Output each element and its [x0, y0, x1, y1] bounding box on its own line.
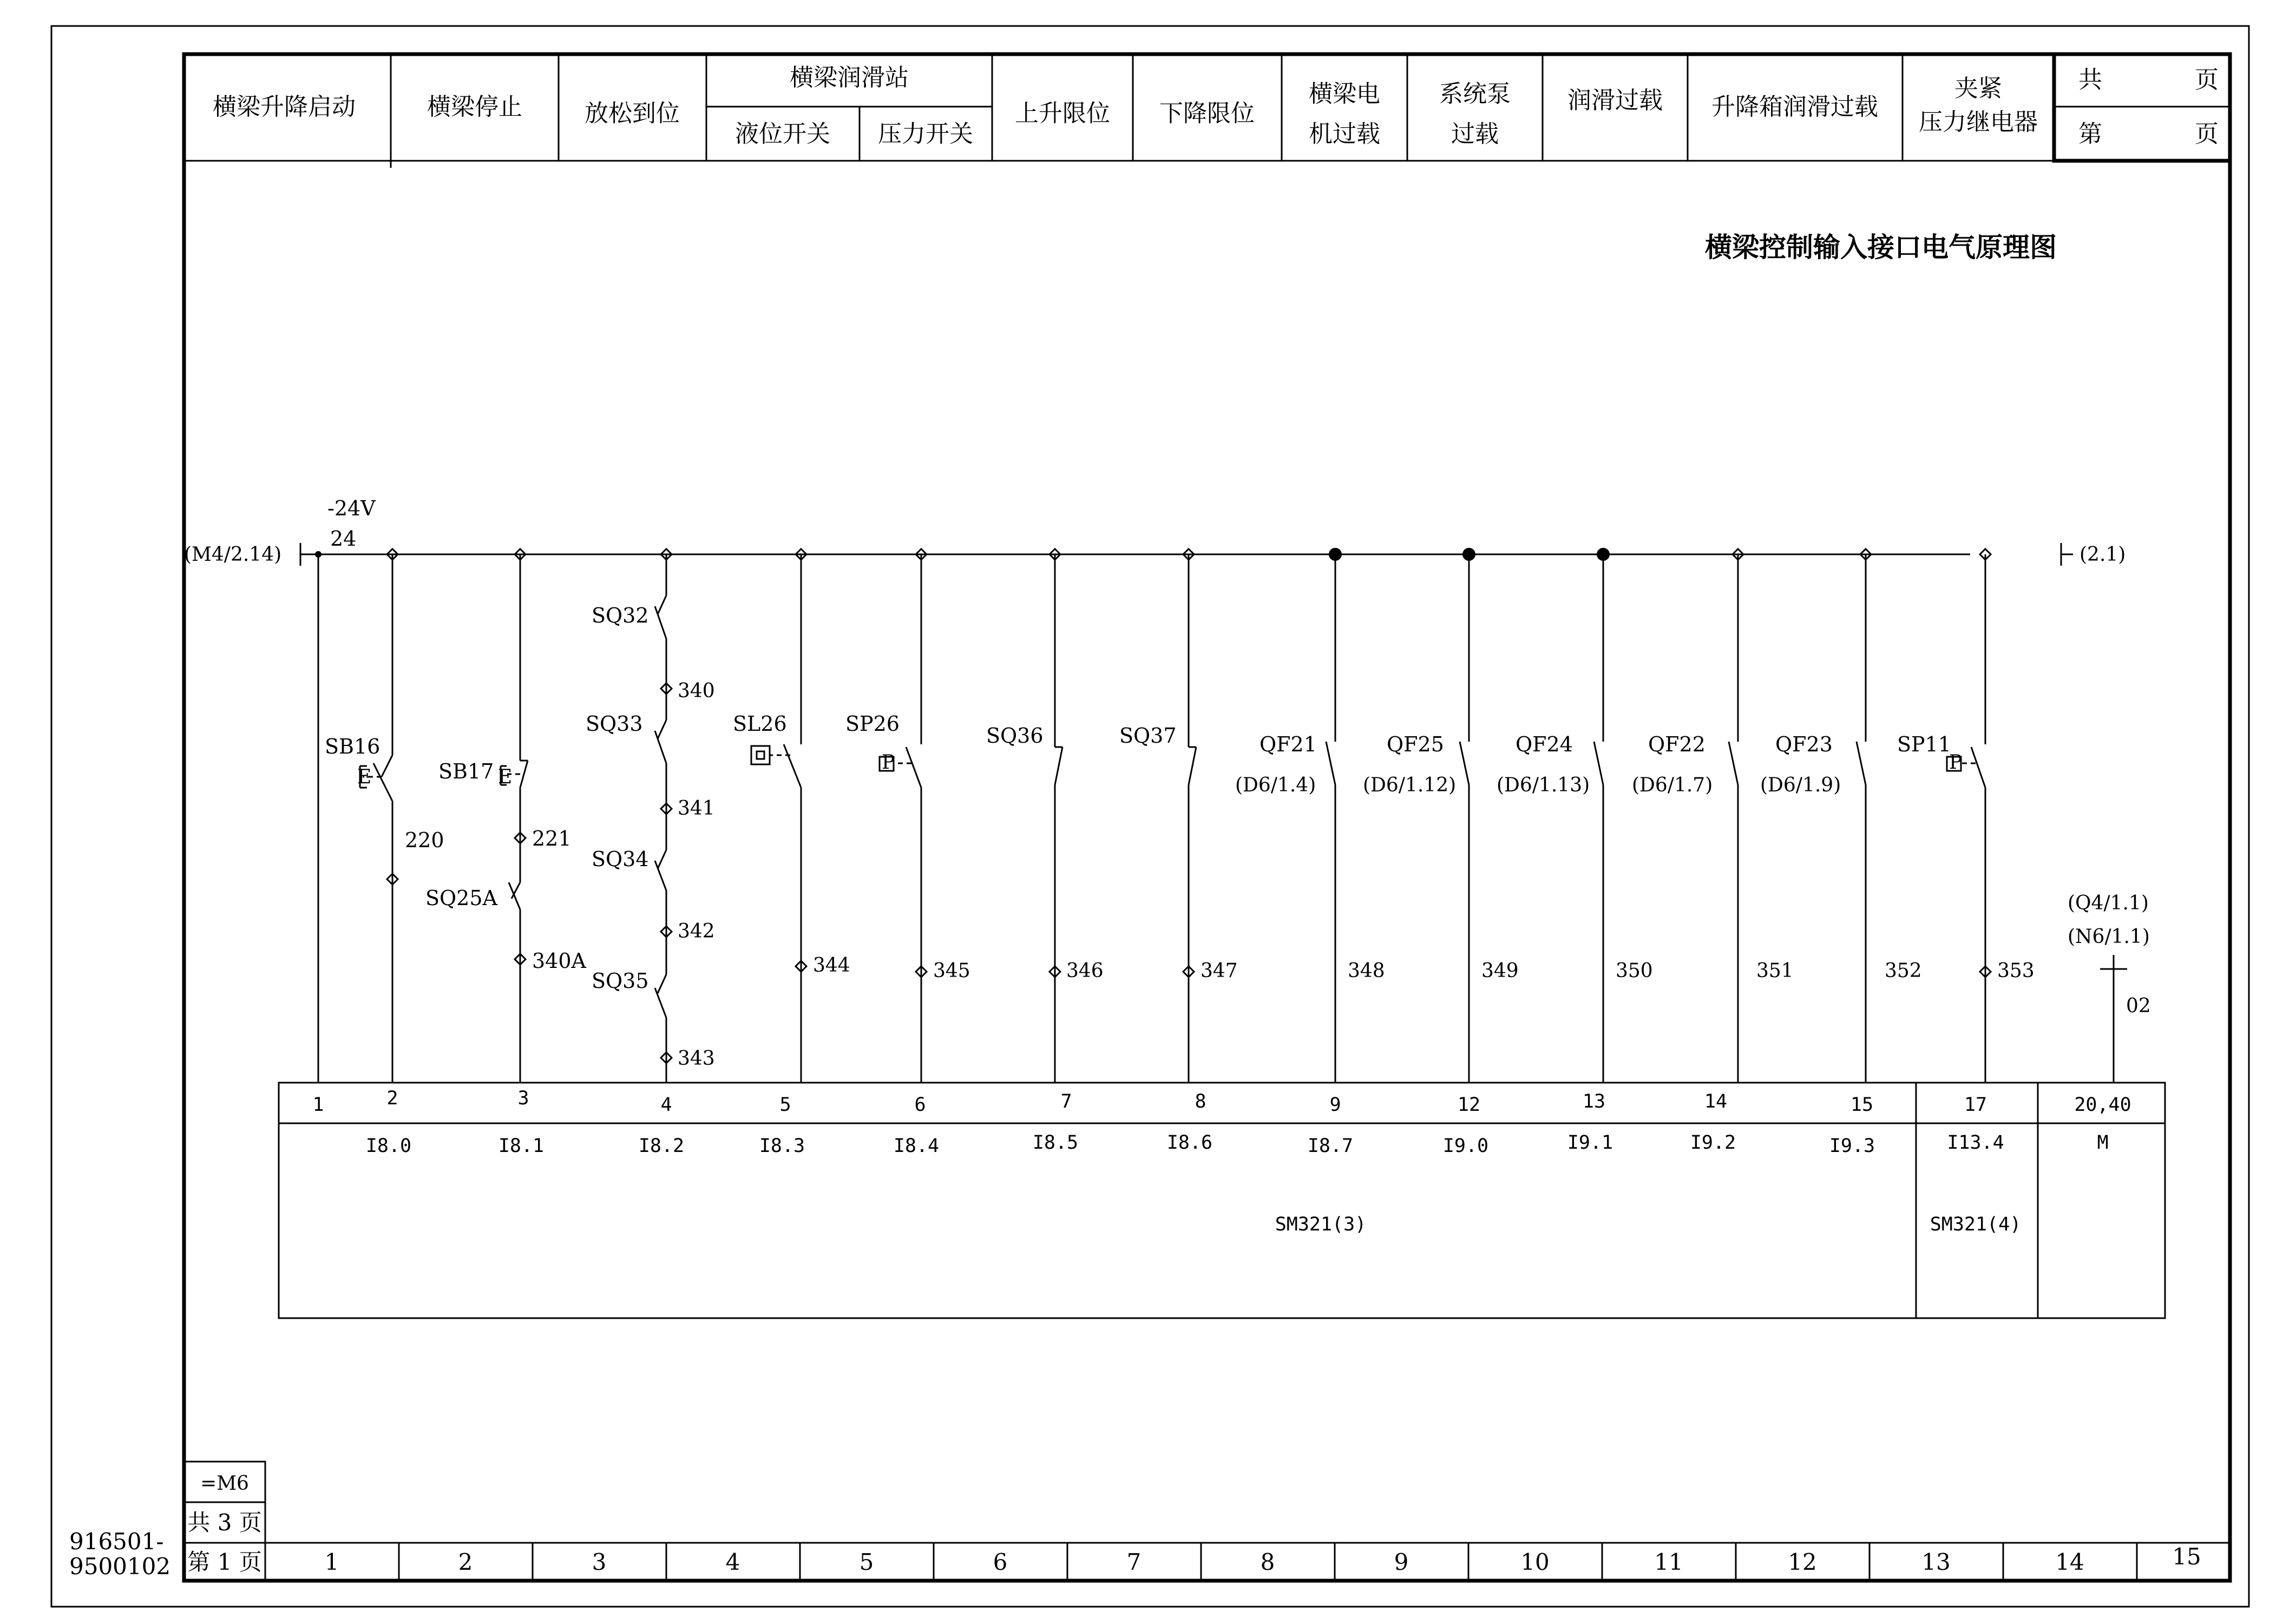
footer-col-15: 15 — [2172, 1543, 2201, 1570]
doc-number-line2: 9500102 — [69, 1553, 171, 1580]
terminal-8: 8 — [1195, 1091, 1206, 1112]
ref-QF21: (D6/1.4) — [1235, 774, 1316, 796]
wire-342: 342 — [678, 920, 715, 942]
label-SQ35: SQ35 — [592, 969, 649, 993]
wire-343: 343 — [678, 1047, 715, 1070]
header-pump-overload-1: 系统泵 — [1439, 80, 1511, 108]
common-ref-1: (Q4/1.1) — [2068, 892, 2149, 914]
module-name-main: SM321(3) — [1275, 1214, 1367, 1235]
footer-col-8: 8 — [1260, 1549, 1275, 1575]
address-I8-0: I8.0 — [365, 1135, 412, 1157]
header-stop: 横梁停止 — [427, 93, 522, 121]
header-motor-overload-1: 横梁电 — [1309, 80, 1380, 108]
footer-tag: =M6 — [200, 1472, 249, 1495]
footer-col-4: 4 — [725, 1549, 740, 1575]
label-QF21: QF21 — [1259, 732, 1317, 756]
header-down-limit: 下降限位 — [1159, 100, 1255, 127]
label-SQ33: SQ33 — [586, 712, 643, 736]
wire-341: 341 — [678, 797, 715, 820]
io-module — [279, 1083, 2165, 1318]
ref-QF23: (D6/1.9) — [1760, 774, 1841, 796]
footer-col-14: 14 — [2055, 1549, 2084, 1575]
address-I13-4: I13.4 — [1947, 1132, 2004, 1154]
label-QF24: QF24 — [1516, 732, 1573, 756]
page-current-label: 第 — [2078, 120, 2102, 148]
label-SP11: SP11 — [1897, 732, 1951, 756]
address-I9-2: I9.2 — [1690, 1132, 1736, 1154]
pressure-glyph: P — [882, 751, 895, 774]
terminal-9: 9 — [1329, 1094, 1341, 1116]
label-QF22: QF22 — [1648, 732, 1705, 756]
pressure-glyph-2: P — [1949, 751, 1963, 774]
wire-340: 340 — [678, 680, 715, 702]
footer-col-13: 13 — [1921, 1549, 1951, 1575]
ref-QF25: (D6/1.12) — [1363, 774, 1457, 796]
glyph-sb17: E — [498, 766, 513, 788]
wire-344: 344 — [813, 954, 850, 977]
address-I8-7: I8.7 — [1307, 1135, 1354, 1157]
terminal-20-40: 20,40 — [2074, 1094, 2131, 1116]
terminal-4: 4 — [660, 1094, 672, 1116]
common-ref-2: (N6/1.1) — [2068, 926, 2150, 948]
wire-340A: 340A — [532, 949, 586, 973]
page-total-label: 共 — [2078, 66, 2102, 94]
header-clamp-2: 压力继电器 — [1919, 108, 2038, 136]
header-box-lube-overload: 升降箱润滑过载 — [1711, 93, 1878, 121]
terminal-5: 5 — [779, 1094, 791, 1116]
label-SQ32: SQ32 — [592, 604, 649, 627]
label-SQ34: SQ34 — [592, 847, 649, 871]
left-cross-reference: (M4/2.14) — [184, 543, 282, 566]
label-QF23: QF23 — [1775, 732, 1833, 756]
wire-348: 348 — [1348, 960, 1385, 982]
supply-bus — [300, 543, 2073, 566]
header-lube-station: 横梁润滑站 — [790, 64, 909, 91]
terminal-13: 13 — [1582, 1091, 1606, 1112]
ref-QF24: (D6/1.13) — [1497, 774, 1590, 796]
outer-border — [51, 26, 2249, 1607]
module-name-ext: SM321(4) — [1930, 1214, 2022, 1235]
footer-col-1: 1 — [324, 1549, 339, 1575]
wire-351: 351 — [1756, 960, 1794, 982]
contact-branches — [318, 554, 2127, 1083]
supply-wire-number: 24 — [330, 527, 357, 551]
footer-col-9: 9 — [1394, 1549, 1409, 1575]
wire-352: 352 — [1885, 960, 1922, 982]
wire-220: 220 — [405, 828, 444, 852]
label-SB17: SB17 — [438, 759, 494, 783]
terminal-7: 7 — [1060, 1091, 1072, 1112]
footer-col-10: 10 — [1520, 1549, 1550, 1575]
terminal-3: 3 — [517, 1088, 529, 1109]
wire-221: 221 — [532, 827, 572, 850]
wire-353: 353 — [1997, 960, 2035, 982]
header-clamp-1: 夹紧 — [1954, 75, 2002, 102]
terminal-2: 2 — [386, 1088, 398, 1109]
terminal-12: 12 — [1457, 1094, 1481, 1116]
footer-col-12: 12 — [1788, 1549, 1817, 1575]
header-up-limit: 上升限位 — [1015, 100, 1110, 127]
label-SQ37: SQ37 — [1119, 724, 1177, 748]
wire-349: 349 — [1481, 960, 1519, 982]
glyph-sb16: E — [357, 766, 372, 788]
doc-number-line1: 916501- — [69, 1528, 164, 1555]
label-SL26: SL26 — [733, 712, 787, 736]
address-I8-1: I8.1 — [498, 1135, 545, 1157]
supply-voltage: -24V — [327, 496, 376, 520]
label-SQ25A: SQ25A — [425, 886, 497, 910]
terminal-17: 17 — [1964, 1094, 1987, 1116]
footer-col-5: 5 — [859, 1549, 874, 1575]
terminal-1: 1 — [312, 1094, 324, 1116]
terminal-14: 14 — [1704, 1091, 1728, 1112]
footer-col-2: 2 — [458, 1549, 473, 1575]
header-motor-overload-2: 机过载 — [1309, 120, 1380, 148]
footer-col-11: 11 — [1654, 1549, 1683, 1575]
header-level-switch: 液位开关 — [735, 120, 830, 148]
address-I8-2: I8.2 — [638, 1135, 685, 1157]
address-I8-6: I8.6 — [1166, 1132, 1213, 1154]
wire-346: 346 — [1066, 960, 1104, 982]
terminal-6: 6 — [914, 1094, 926, 1116]
address-I9-3: I9.3 — [1829, 1135, 1875, 1157]
frame-border — [184, 54, 2230, 1581]
label-SQ36: SQ36 — [986, 724, 1044, 748]
label-SB16: SB16 — [325, 735, 381, 758]
address-I8-4: I8.4 — [893, 1135, 940, 1157]
right-cross-reference: (2.1) — [2079, 543, 2126, 566]
address-I8-5: I8.5 — [1032, 1132, 1079, 1154]
ref-QF22: (D6/1.7) — [1632, 774, 1713, 796]
header-pressure-switch: 压力开关 — [878, 120, 973, 148]
address-I8-3: I8.3 — [759, 1135, 805, 1157]
label-SP26: SP26 — [845, 712, 900, 736]
terminal-15: 15 — [1850, 1094, 1874, 1116]
page-total-unit: 页 — [2195, 66, 2219, 94]
header-pump-overload-2: 过载 — [1451, 120, 1499, 148]
drawing-title: 横梁控制输入接口电气原理图 — [1705, 231, 2057, 263]
header-lift-start: 横梁升降启动 — [213, 93, 356, 121]
wire-350: 350 — [1616, 960, 1653, 982]
wire-02: 02 — [2126, 995, 2151, 1017]
label-QF25: QF25 — [1387, 732, 1444, 756]
address-I9-1: I9.1 — [1567, 1132, 1613, 1154]
address-I9-0: I9.0 — [1442, 1135, 1489, 1157]
wire-345: 345 — [933, 960, 970, 982]
page-current-unit: 页 — [2195, 120, 2219, 148]
header-lube-overload: 润滑过载 — [1567, 87, 1663, 114]
footer-current-page: 第 1 页 — [187, 1549, 262, 1575]
footer-total-pages: 共 3 页 — [187, 1509, 262, 1536]
footer-col-6: 6 — [993, 1549, 1008, 1575]
footer-col-3: 3 — [592, 1549, 607, 1575]
wire-347: 347 — [1201, 960, 1238, 982]
header-release: 放松到位 — [585, 100, 680, 127]
footer-col-7: 7 — [1126, 1549, 1142, 1575]
address-M: M — [2097, 1132, 2109, 1154]
